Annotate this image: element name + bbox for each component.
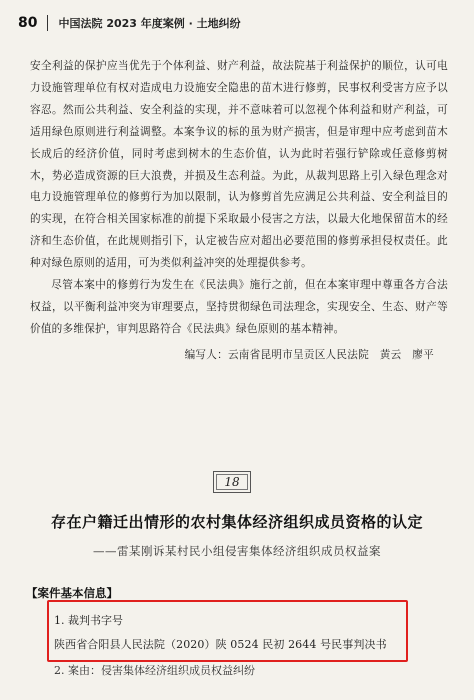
body-text [30,56,448,367]
info-item-label: 1. 裁判书字号 [54,614,123,627]
header-divider [47,15,48,31]
book-title: 中国法院 2023 年度案例 · 土地纠纷 [58,17,241,30]
page-number: 80 [18,15,38,31]
paragraph: 安全利益的保护应当优先于个体利益、财产利益，故法院基于利益保护的顺位，认可电力设施管理单位有权对造成电力设施安全隐患的苗木进行修剪，民事权利受害方应予以容忍。然而公共利益、安全利益的实现，并不意味着可以忽视个体利益和财产利益，可适用绿色原则进行利益调整。本案争议的标的虽为财产损害，但是审理中应考虑到苗木长成后的经济价值，同时考虑到树木的生态价值，认为此时若强行铲除或任意修剪树木，势必造成资源的巨大浪费，并损及生态利益。为此，从裁判思路上引入绿色理念对电力设施管理单位的修剪行为加以限制，认为修剪首先应满足公共利益、安全利益目的的实现，在符合相关国家标准的前提下采取最小侵害之方法，以最大化地保留苗木的经济和生态价值，在此规则指引下，认定被告应对超出必要范围的修剪承担侵权责任。此种对绿色原则的适用，可为类似利益冲突的处理提供参考。 [30,60,448,270]
highlight-box [47,600,408,662]
info-item-cause: 2. 案由：侵害集体经济组织成员权益纠纷 [54,664,255,677]
paragraph: 尽管本案中的修剪行为发生在《民法典》施行之前，但在本案审理中尊重各方合法权益，以平衡利益冲突为审理要点，坚持贯彻绿色司法理念，实现安全、生态、财产等价值的多维保护，审判思路符合《民法典》绿色原则的基本精神。 [30,279,448,335]
section-heading: 【案件基本信息】 [26,586,118,600]
info-item-value: 陕西省合阳县人民法院（2020）陕 0524 民初 2644 号民事判决书 [54,638,387,651]
case-number-badge [213,471,251,493]
case-title: 存在户籍迁出情形的农村集体经济组织成员资格的认定 [50,513,423,531]
case-number: 18 [224,475,240,489]
running-header [18,12,241,34]
editor-line: 编写人：云南省昆明市呈贡区人民法院 黄云 廖平 [184,348,434,361]
case-subtitle: ——雷某刚诉某村民小组侵害集体经济组织成员权益案 [93,544,381,558]
